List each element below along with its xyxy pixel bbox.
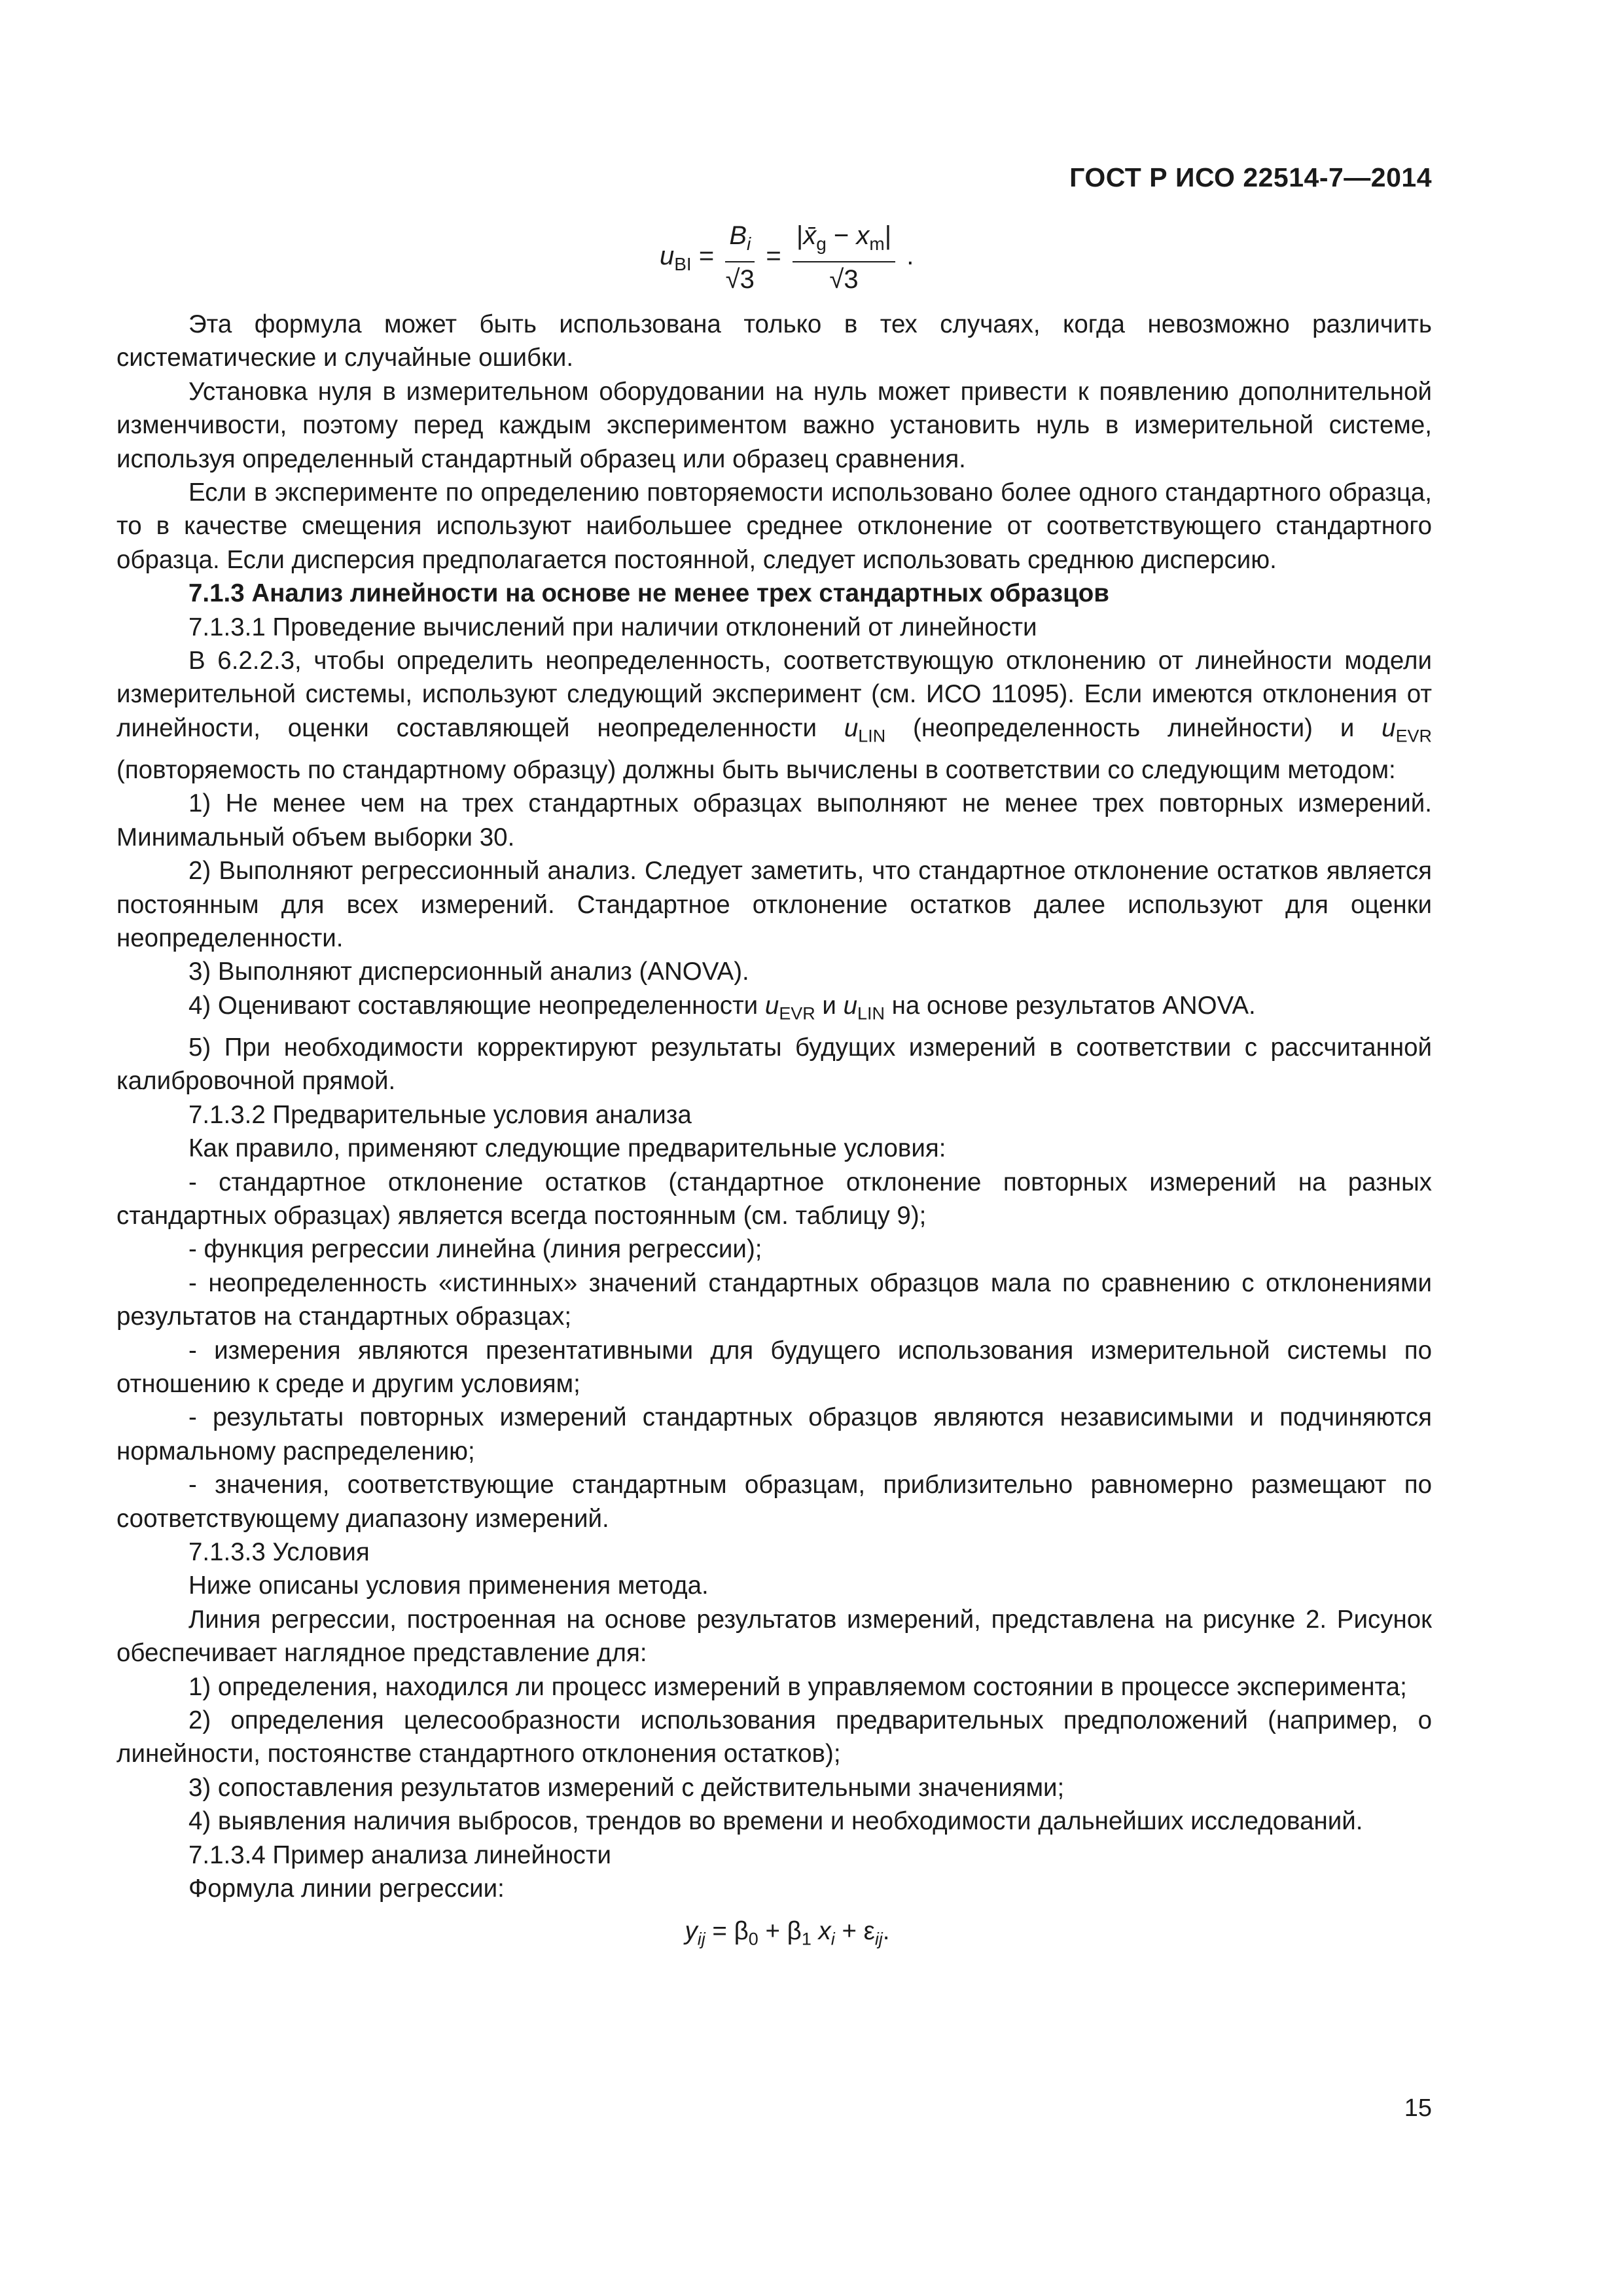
formula-numerator-2 bbox=[793, 221, 895, 262]
formula-period: . bbox=[882, 1917, 890, 1946]
formula-u-bi bbox=[660, 221, 1052, 300]
paragraph-text: В 6.2.2.3, чтобы определить неопределенность, соответствующую отклонению от линейности модели измерительной системы, используют следующий эксперимент (см. ИСО 11095). Если имеются отклонения от линейности, оценки составляющей неопределенности bbox=[116, 647, 1432, 742]
subsection-heading-7-1-3-2: 7.1.3.2 Предварительные условия анализа bbox=[188, 1100, 692, 1129]
subsection-heading-7-1-3-1: 7.1.3.1 Проведение вычислений при наличии отклонений от линейности bbox=[188, 613, 1037, 641]
paragraph bbox=[116, 644, 1432, 787]
paragraph: Формула линии регрессии: bbox=[188, 1874, 505, 1903]
formula-var: u bbox=[844, 713, 859, 742]
formula-epsilon: ε bbox=[863, 1917, 875, 1946]
paragraph-text: и bbox=[815, 991, 844, 1020]
dash-list-item: - функция регрессии линейна (линия регрессии); bbox=[188, 1235, 762, 1264]
formula-var: B bbox=[729, 221, 747, 250]
formula-var: u bbox=[1382, 713, 1396, 742]
formula-var: x bbox=[856, 221, 870, 250]
formula-var: x bbox=[811, 1917, 831, 1946]
list-item: 2) определения целесообразности использования предварительных предположений (например, о линейности, постоянстве стандартного отклонения остатков); bbox=[116, 1706, 1432, 1768]
formula-subscript: m bbox=[869, 234, 885, 254]
formula-plus: + bbox=[834, 1917, 864, 1946]
formula-numerator-1 bbox=[725, 221, 755, 262]
formula-subscript: g bbox=[816, 234, 827, 254]
formula-period: . bbox=[899, 242, 914, 271]
paragraph: Эта формула может быть использована только в тех случаях, когда невозможно различить систематические и случайные ошибки. bbox=[116, 310, 1432, 372]
paragraph: Линия регрессии, построенная на основе результатов измерений, представлена на рисунке 2. Рисунок обеспечивает наглядное представление для: bbox=[116, 1605, 1432, 1668]
list-item bbox=[116, 989, 1432, 1031]
list-item: 3) сопоставления результатов измерений с действительными значениями; bbox=[188, 1773, 1065, 1802]
formula-regression-line bbox=[116, 1914, 1432, 1956]
formula-fraction-1 bbox=[725, 221, 755, 294]
formula-subscript: 0 bbox=[748, 1929, 758, 1950]
paragraph: Установка нуля в измерительном оборудовании на нуль может привести к появлению дополнительной изменчивости, поэтому перед каждым экспериментом важно установить нуль в измерительной системе, используя определенный стандартный образец или образец сравнения. bbox=[116, 377, 1432, 473]
list-item: 5) При необходимости корректируют результаты будущих измерений в соответствии с рассчитанной калибровочной прямой. bbox=[116, 1033, 1432, 1096]
subsection-heading-7-1-3-4: 7.1.3.4 Пример анализа линейности bbox=[188, 1840, 612, 1869]
formula-subscript: ij bbox=[874, 1929, 883, 1950]
paragraph-text: 4) Оценивают составляющие неопределенности bbox=[188, 991, 765, 1020]
formula-subscript: 1 bbox=[801, 1929, 812, 1950]
formula-var: y bbox=[685, 1917, 698, 1946]
formula-subscript: BI bbox=[674, 254, 692, 275]
formula-var: u bbox=[843, 991, 858, 1020]
formula-abs-close: | bbox=[884, 221, 892, 250]
formula-var: u bbox=[660, 242, 675, 271]
dash-list-item: - стандартное отклонение остатков (стандартное отклонение повторных измерений на разных стандартных образцах) является всегда постоянным (см. таблицу 9); bbox=[116, 1168, 1432, 1230]
paragraph-text: (неопределенность линейности) и bbox=[885, 713, 1382, 742]
formula-subscript: EVR bbox=[779, 1003, 815, 1024]
formula-var: x̄ bbox=[803, 221, 817, 250]
formula-equals: = bbox=[758, 242, 789, 271]
dash-list-item: - неопределенность «истинных» значений стандартных образцов мала по сравнению с отклонениями результатов на стандартных образцах; bbox=[116, 1268, 1432, 1331]
formula-beta: β bbox=[787, 1917, 802, 1946]
formula-minus: − bbox=[826, 221, 857, 250]
paragraph-text: на основе результатов ANOVA. bbox=[884, 991, 1256, 1020]
dash-list-item: - значения, соответствующие стандартным образцам, приблизительно равномерно размещают по соответствующему диапазону измерений. bbox=[116, 1471, 1432, 1533]
paragraph: Если в эксперименте по определению повторяемости использовано более одного стандартного образца, то в качестве смещения используют наибольшее среднее отклонение от соответствующего стандартного образца. Если дисперсия предполагается постоянной, следует использовать среднюю дисперсию. bbox=[116, 478, 1432, 574]
section-heading-7-1-3: 7.1.3 Анализ линейности на основе не менее трех стандартных образцов bbox=[188, 579, 1109, 608]
list-item: 4) выявления наличия выбросов, трендов во времени и необходимости дальнейших исследований. bbox=[188, 1807, 1363, 1836]
list-item: 1) определения, находился ли процесс измерений в управляемом состоянии в процессе эксперимента; bbox=[188, 1672, 1407, 1701]
formula-plus: + bbox=[758, 1917, 787, 1946]
list-item: 3) Выполняют дисперсионный анализ (ANOVA). bbox=[188, 958, 749, 986]
page-number: 15 bbox=[1404, 2094, 1432, 2122]
formula-fraction-2 bbox=[793, 221, 895, 294]
formula-subscript: LIN bbox=[857, 1003, 885, 1024]
formula-subscript: LIN bbox=[858, 726, 886, 746]
dash-list-item: - результаты повторных измерений стандартных образцов являются независимыми и подчиняются нормальному распределению; bbox=[116, 1403, 1432, 1465]
formula-abs-open: | bbox=[796, 221, 804, 250]
document-code-header: ГОСТ Р ИСО 22514-7—2014 bbox=[1069, 162, 1432, 192]
formula-equals: = bbox=[705, 1917, 734, 1946]
paragraph-text: (повторяемость по стандартному образцу) должны быть вычислены в соответствии со следующим методом: bbox=[116, 755, 1396, 784]
formula-subscript: ij bbox=[697, 1929, 705, 1950]
formula-subscript: i bbox=[830, 1929, 835, 1950]
formula-denominator-2: √3 bbox=[829, 265, 859, 294]
formula-denominator-1: √3 bbox=[725, 265, 755, 294]
formula-beta: β bbox=[734, 1917, 749, 1946]
formula-subscript: i bbox=[747, 234, 751, 254]
formula-var: u bbox=[764, 991, 779, 1020]
paragraph: Ниже описаны условия применения метода. bbox=[188, 1571, 709, 1600]
document-page bbox=[116, 0, 1432, 2296]
paragraph: Как правило, применяют следующие предварительные условия: bbox=[188, 1134, 946, 1163]
dash-list-item: - измерения являются презентативными для будущего использования измерительной системы по отношению к среде и другим условиям; bbox=[116, 1336, 1432, 1398]
document-body bbox=[116, 308, 1432, 1957]
list-item: 2) Выполняют регрессионный анализ. Следует заметить, что стандартное отклонение остатков является постоянным для всех измерений. Стандартное отклонение остатков далее используют для оценки неопределенности. bbox=[116, 857, 1432, 952]
list-item: 1) Не менее чем на трех стандартных образцах выполняют не менее трех повторных измерений. Минимальный объем выборки 30. bbox=[116, 789, 1432, 852]
formula-subscript: EVR bbox=[1395, 726, 1432, 746]
formula-equals: = bbox=[691, 242, 722, 271]
subsection-heading-7-1-3-3: 7.1.3.3 Условия bbox=[188, 1538, 370, 1566]
